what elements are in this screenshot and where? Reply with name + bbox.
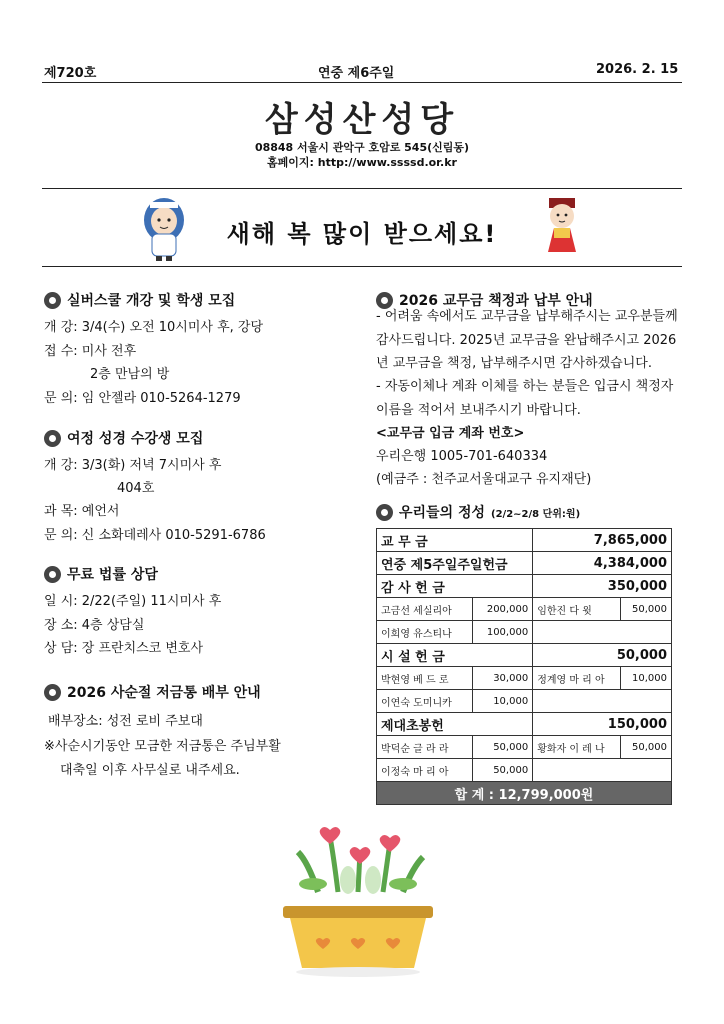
offering-total-row: 합 계 : 12,799,000원 — [377, 782, 672, 805]
bible-class-title: 여정 성경 수강생 모집 — [44, 428, 203, 448]
table-row: 시 설 헌 금 50,000 — [377, 644, 672, 667]
silver-school-contact: 문 의: 임 안젤라 010-5264-1279 — [44, 391, 241, 406]
table-row: 박덕순 글 라 라 50,000 황화자 이 레 나 50,000 — [377, 736, 672, 759]
bible-class-subject: 과 목: 예언서 — [44, 504, 120, 519]
silver-school-opening: 개 강: 3/4(수) 오전 10시미사 후, 강당 — [44, 320, 264, 335]
tithe-transfer-note: - 자동이체나 계좌 이체를 하는 분들은 입금시 책정자 이름을 적어서 보내주시기 바랍니다. — [376, 379, 674, 418]
bulletin-date: 2026. 2. 15 — [596, 62, 679, 77]
table-row: 이연숙 도미니카 10,000 — [377, 690, 672, 713]
silver-school-title: 실버스쿨 개강 및 학생 모집 — [44, 290, 235, 310]
table-row: 감 사 헌 금 350,000 — [377, 575, 672, 598]
liturgical-week: 연중 제6주일 — [318, 66, 395, 81]
lent-bank-title: 2026 사순절 저금통 배부 안내 — [44, 682, 261, 702]
header-rule — [42, 82, 682, 83]
table-row: 연중 제5주일주일헌금 4,384,000 — [377, 552, 672, 575]
tithe-bank-account: 우리은행 1005-701-640334 — [376, 449, 548, 464]
lent-bank-place: 배부장소: 성전 로비 주보대 — [48, 714, 203, 729]
offering-table — [376, 528, 672, 805]
page-title: 삼성산성당 — [264, 100, 460, 140]
homepage: 홈페이지: http://www.ssssd.or.kr — [267, 156, 457, 169]
bible-class-room: 404호 — [117, 481, 155, 496]
offering-title: 우리들의 정성 (2/2~2/8 단위:원) — [376, 502, 580, 522]
tithe-account-title: <교무금 입금 계좌 번호> — [376, 426, 525, 441]
table-row: 박현영 베 드 로 30,000 정계영 마 리 아 10,000 — [377, 667, 672, 690]
silver-school-room: 2층 만남의 방 — [90, 367, 170, 382]
table-row: 이희영 유스티나 100,000 — [377, 621, 672, 644]
church-bullet-icon — [44, 292, 61, 309]
table-row: 고금선 세실리아 200,000 임한진 다 윗 50,000 — [377, 598, 672, 621]
bible-class-opening: 개 강: 3/3(화) 저녁 7시미사 후 — [44, 458, 222, 473]
table-row: 제대초봉헌 150,000 — [377, 713, 672, 736]
flower-pot-icon — [278, 822, 438, 982]
lent-bank-note-cont: 대축일 이후 사무실로 내주세요. — [60, 763, 240, 778]
tithe-title: 2026 교무금 책정과 납부 안내 — [376, 290, 593, 310]
lent-bank-note: ※사순시기동안 모금한 저금통은 주님부활 — [44, 739, 281, 754]
church-bullet-icon — [44, 430, 61, 447]
hanbok-figure-icon — [540, 194, 584, 260]
church-bullet-icon — [44, 566, 61, 583]
tithe-thanks: - 어려움 속에서도 교무금을 납부해주시는 교우분들께 감사드립니다. 2025년 교무금을 완납해주시고 2026년 교무금을 책정, 납부해주시면 감사하겠습니다. — [376, 309, 678, 371]
table-row: 이정숙 마 리 아 50,000 — [377, 759, 672, 782]
silver-school-registration: 접 수: 미사 전후 — [44, 344, 137, 359]
legal-consult-title: 무료 법률 상담 — [44, 564, 158, 584]
tithe-account-holder: (예금주 : 천주교서울대교구 유지재단) — [376, 472, 592, 487]
address: 08848 서울시 관악구 호암로 545(신림동) — [254, 141, 470, 154]
banner-top-rule — [42, 188, 682, 189]
banner-bottom-rule — [42, 266, 682, 267]
table-row: 교 무 금 7,865,000 — [377, 529, 672, 552]
legal-consult-counselor: 상 담: 장 프란치스코 변호사 — [44, 641, 204, 656]
legal-consult-place: 장 소: 4층 상담실 — [44, 618, 145, 633]
issue-number: 제720호 — [44, 66, 97, 81]
legal-consult-time: 일 시: 2/22(주일) 11시미사 후 — [44, 594, 222, 609]
new-year-banner: 새해 복 많이 받으세요! — [226, 220, 498, 248]
bible-class-contact: 문 의: 신 소화데레사 010-5291-6786 — [44, 528, 266, 543]
church-bullet-icon — [44, 684, 61, 701]
church-bullet-icon — [376, 504, 393, 521]
